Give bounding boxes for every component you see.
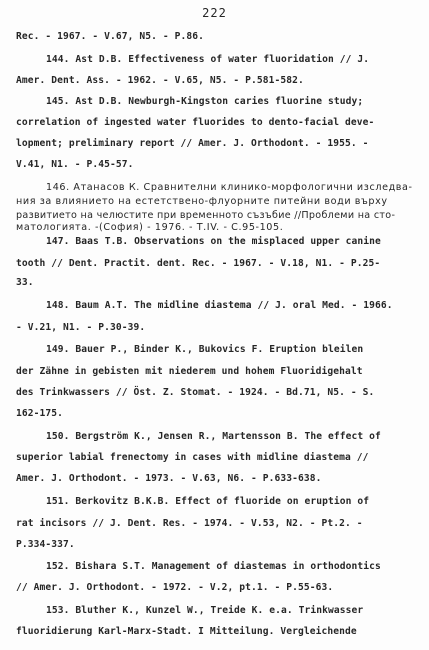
page-number: 222 [202,6,227,20]
reference-146-line-1: 146. Атанасов К. Сравнителни клинико-морфологични изследва- [46,182,413,193]
reference-150-line-1: 150. Bergström K., Jensen R., Martensson B. The effect of [46,431,381,442]
reference-153-line-1: 153. Bluther K., Kunzel W., Treide K. e.a. Trinkwasser [46,605,364,616]
reference-147-line-3: 33. [16,277,34,288]
reference-151-line-1: 151. Berkovitz B.K.B. Effect of fluoride on eruption of [46,496,370,507]
reference-152-line-2: // Amer. J. Orthodont. - 1972. - V.2, pt.1. - P.55-63. [16,582,334,593]
reference-146-line-4: матологията. -(София) - 1976. - Т.IV. - С.95-105. [16,222,284,233]
reference-145-line-1: 145. Ast D.B. Newburgh-Kingston caries fluorine study; [46,96,364,107]
reference-146-line-2: ния за влиянието на естетствено-флуорните питейни води върху [16,196,388,207]
reference-145-line-2: correlation of ingested water fluorides to dento-facial deve- [16,117,375,128]
reference-146-line-3: развитието на челюстите при временното съзъбие //Проблеми на сто- [16,210,396,221]
reference-149-line-1: 149. Bauer P., Binder K., Bukovics F. Eruption bleilen [46,344,364,355]
reference-149-line-2: der Zähne in gebisten mit niederem und hohem Fluoridigehalt [16,366,363,377]
reference-145-line-3: lopment; preliminary report // Amer. J. Orthodont. - 1955. - [16,138,369,149]
reference-147-line-2: tooth // Dent. Practit. dent. Rec. - 1967. - V.18, N1. - P.25- [16,258,381,269]
reference-147-line-1: 147. Baas T.B. Observations on the misplaced upper canine [46,236,381,247]
reference-149-line-4: 162-175. [16,408,64,419]
reference-153-line-2: fluoridierung Karl-Marx-Stadt. I Mitteilung. Vergleichende [16,626,357,637]
reference-150-line-3: Amer. J. Orthodont. - 1973. - V.63, N6. - P.633-638. [16,473,322,484]
reference-144-line-1: 144. Ast D.B. Effectiveness of water fluoridation // J. [46,54,370,65]
reference-152-line-1: 152. Bishara S.T. Management of diastemas in orthodontics [46,561,381,572]
reference-145-line-4: V.41, N1. - P.45-57. [16,159,134,170]
reference-144-line-2: Amer. Dent. Ass. - 1962. - V.65, N5. - P.581-582. [16,75,304,86]
reference-151-line-2: rat incisors // J. Dent. Res. - 1974. - V.53, N2. - Pt.2. - [16,518,363,529]
reference-149-line-3: des Trinkwassers // Öst. Z. Stomat. - 1924. - Bd.71, N5. - S. [16,387,375,398]
reference-151-line-3: P.334-337. [16,539,75,550]
reference-150-line-2: superior labial frenectomy in cases with midline diastema // [16,452,369,463]
reference-148-line-1: 148. Baum A.T. The midline diastema // J. oral Med. - 1966. [46,300,393,311]
reference-148-line-2: - V.21, N1. - P.30-39. [16,322,146,333]
text-line: Rec. - 1967. - V.67, N5. - P.86. [16,31,205,42]
